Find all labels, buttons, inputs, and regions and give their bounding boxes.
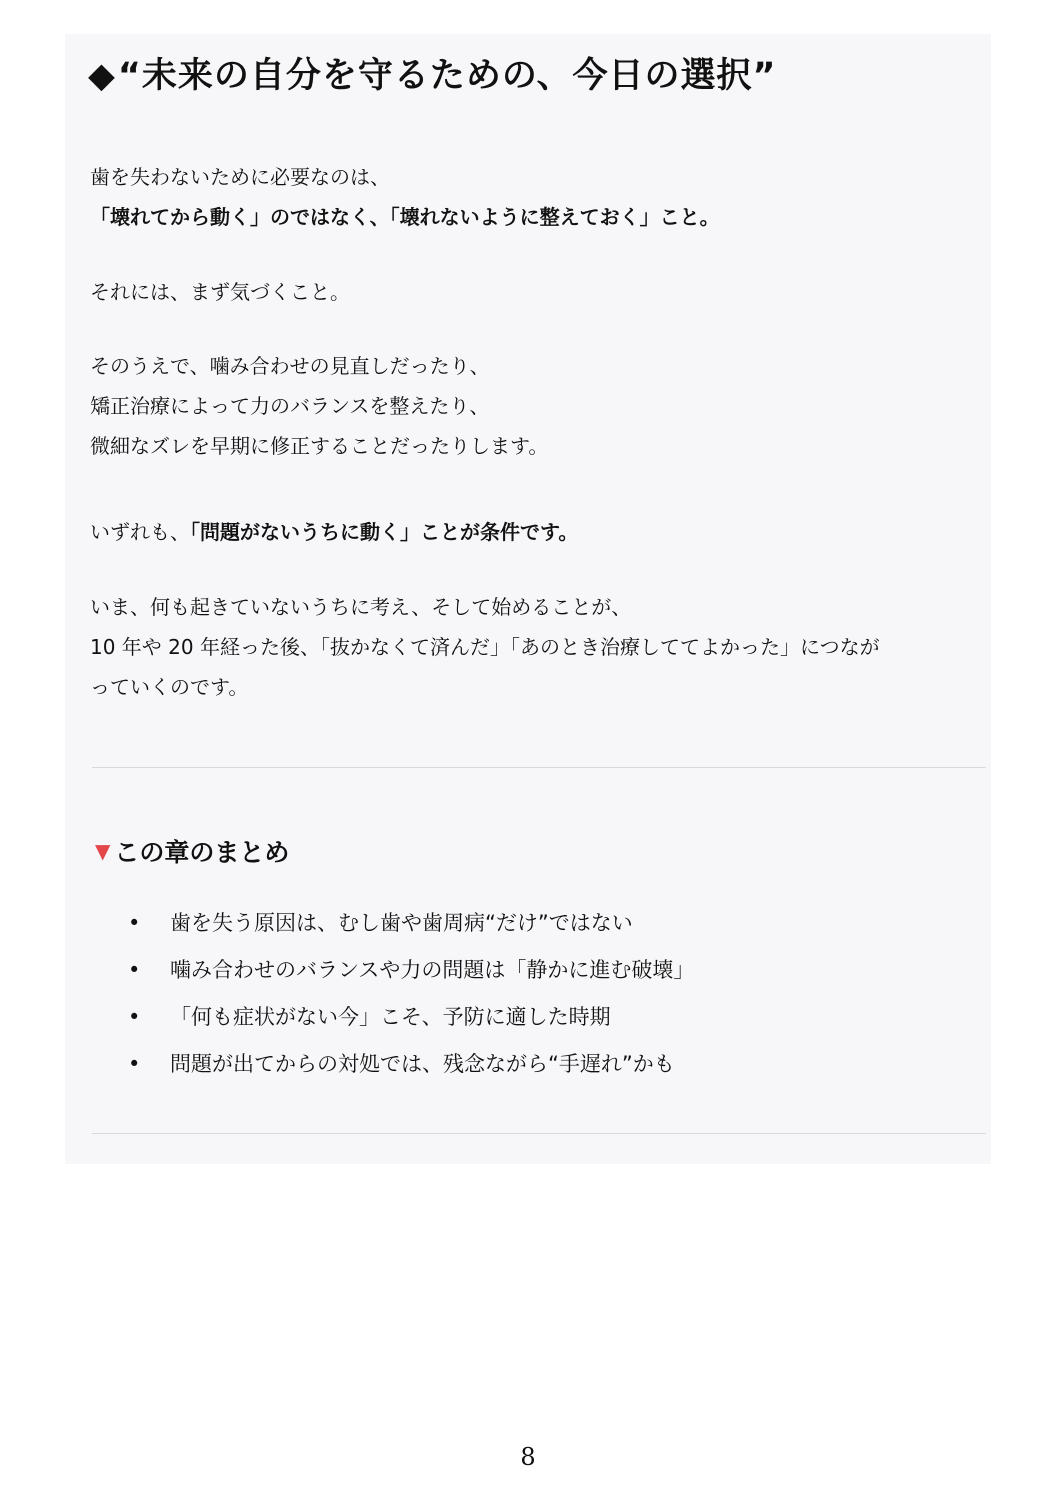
emphasis-act-after-broken: 「壊れてから動く」 bbox=[90, 205, 270, 229]
summary-list-item bbox=[128, 900, 694, 947]
paragraph-5-line-2: 10 年や 20 年経った後、「抜かなくて済んだ」「あのとき治療しててよかった」につなが bbox=[90, 635, 880, 659]
page-number: 8 bbox=[520, 1443, 536, 1471]
paragraph-3 bbox=[90, 346, 548, 466]
summary-heading-text: この章のまとめ bbox=[114, 838, 290, 867]
bullet-icon: • bbox=[128, 911, 141, 935]
paragraph-5 bbox=[90, 587, 880, 707]
paragraph-4 bbox=[90, 512, 578, 552]
section-heading-text: “未来の自分を守るための、今日の選択” bbox=[117, 56, 777, 96]
paragraph-2: それには、まず気づくこと。 bbox=[90, 280, 350, 304]
paragraph-1-line-2 bbox=[90, 197, 720, 237]
paragraph-1-line-1: 歯を失わないために必要なのは、 bbox=[90, 165, 390, 189]
bullet-icon: • bbox=[128, 1052, 141, 1076]
emphasis-keep-in-shape: 「壊れないように整えておく」 bbox=[389, 205, 660, 229]
divider-bottom bbox=[92, 1133, 986, 1134]
summary-list-item bbox=[128, 994, 694, 1041]
bullet-icon: • bbox=[128, 1005, 141, 1029]
paragraph-4-lead: いずれも、 bbox=[90, 520, 190, 544]
summary-list-item bbox=[128, 947, 694, 994]
summary-item-text: 「何も症状がない今」こそ、予防に適した時期 bbox=[170, 1005, 611, 1029]
diamond-bullet-icon: ◆ bbox=[88, 56, 116, 96]
section-heading bbox=[88, 48, 777, 98]
summary-list bbox=[128, 900, 694, 1088]
red-triangle-icon: ▼ bbox=[95, 839, 111, 863]
summary-list-item bbox=[128, 1041, 694, 1088]
paragraph-3-line-1: そのうえで、噛み合わせの見直しだったり、 bbox=[90, 354, 490, 378]
paragraph-1-ending: こと。 bbox=[659, 205, 720, 229]
paragraph-3-line-3: 微細なズレを早期に修正することだったりします。 bbox=[90, 434, 549, 458]
paragraph-1-connector: のではなく、 bbox=[270, 205, 390, 229]
paragraph-4-emphasis: 「問題がないうちに動く」ことが条件です。 bbox=[190, 520, 579, 544]
divider-top bbox=[92, 767, 986, 768]
paragraph-1 bbox=[90, 157, 720, 237]
summary-item-text: 問題が出てからの対処では、残念ながら“手遅れ”かも bbox=[170, 1052, 675, 1076]
paragraph-5-line-3: っていくのです。 bbox=[90, 675, 249, 699]
paragraph-5-line-1: いま、何も起きていないうちに考え、そして始めることが、 bbox=[90, 595, 632, 619]
bullet-icon: • bbox=[128, 958, 141, 982]
summary-heading bbox=[95, 833, 289, 869]
paragraph-3-line-2: 矯正治療によって力のバランスを整えたり、 bbox=[90, 394, 490, 418]
summary-item-text: 噛み合わせのバランスや力の問題は「静かに進む破壊」 bbox=[170, 958, 695, 982]
summary-item-text: 歯を失う原因は、むし歯や歯周病“だけ”ではない bbox=[170, 911, 633, 935]
